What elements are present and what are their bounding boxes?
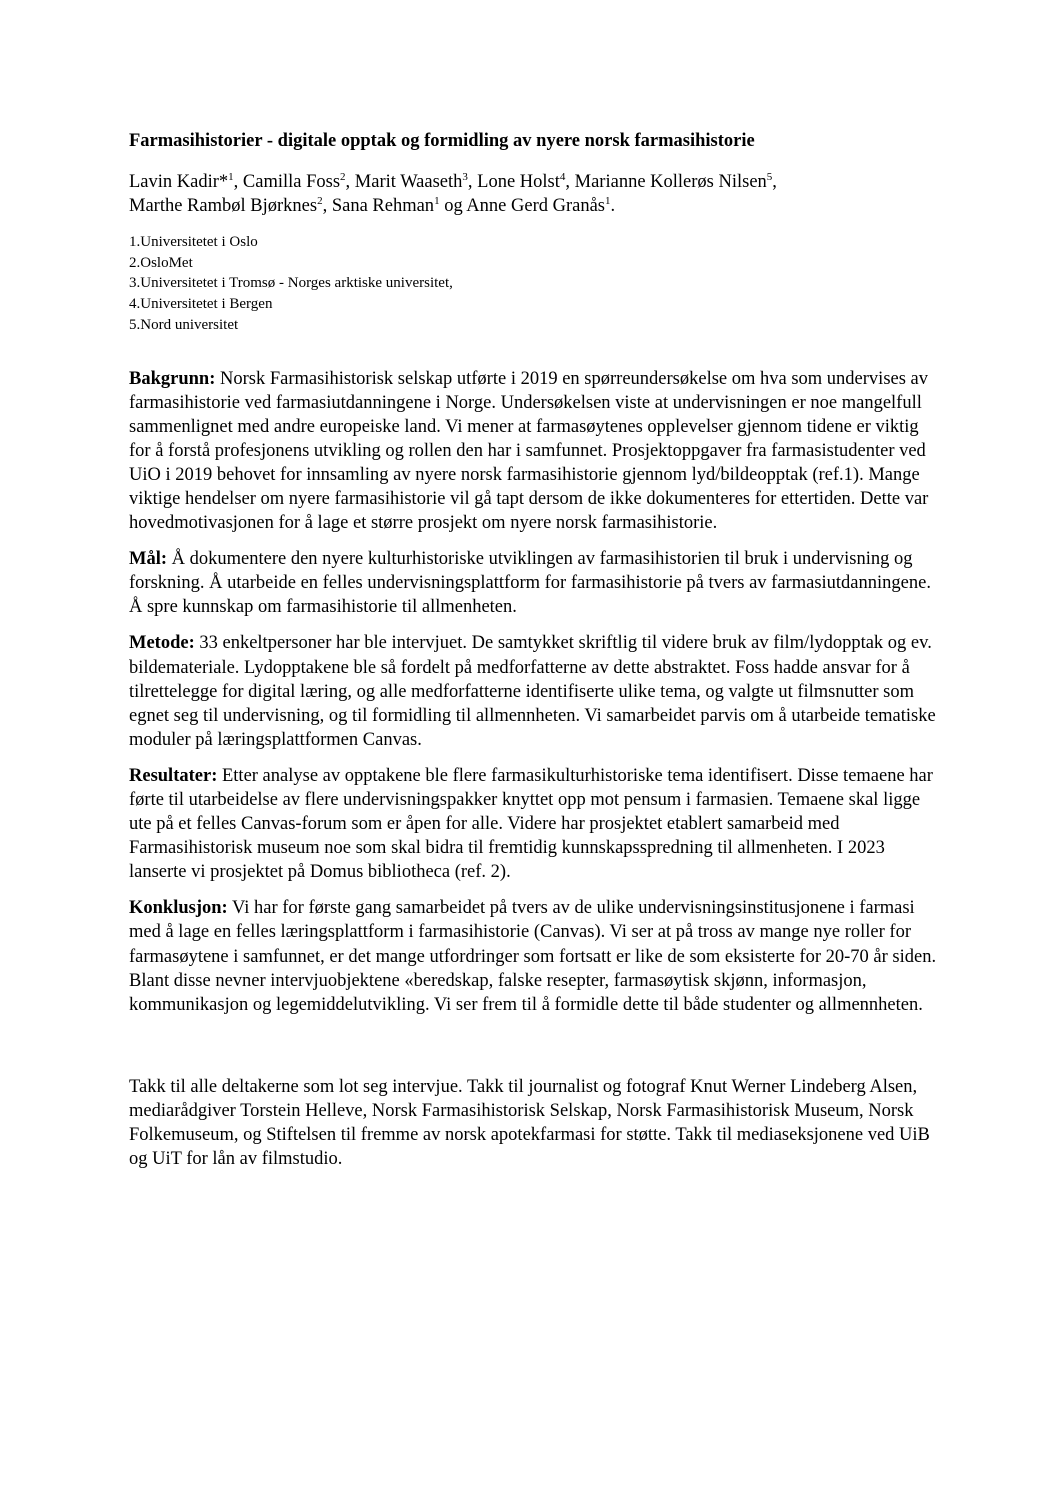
section-konklusjon xyxy=(129,896,939,1016)
author: Marit Waaseth$^3$, xyxy=(354,170,478,192)
author: Camilla Foss$^2$, xyxy=(242,170,355,192)
author: Anne Gerd Granås$^1$. xyxy=(466,194,616,216)
affiliation-item: 1.Universitetet i Oslo xyxy=(129,234,258,250)
section-text: 33 enkeltpersoner har ble intervjuet. De samtykket skriftlig til videre bruk av film/lydopptak og ev. bildemateriale. Lydopptakene ble så fordelt på medforfatterne av dette abstraktet. Foss hadde ansvar for å tilrettelegge for digital læring, og alle medforfatterne identifiserte ulike tema, og valgte ut filmsnutter som egnet seg til undervisning, og til formidling til allmennheten. Vi samarbeidet parvis om å utarbeide tematiske moduler på læringsplattformen Canvas. xyxy=(129,633,936,750)
paper-title: Farmasihistorier - digitale opptak og formidling av nyere norsk farmasihistorie xyxy=(129,131,755,151)
section-resultater xyxy=(129,764,939,884)
section-heading: Resultater: xyxy=(129,765,218,786)
acknowledgement: Takk til alle deltakerne som lot seg intervjue. Takk til journalist og fotograf Knut Werner Lindeberg Alsen, mediarådgiver Torstein Helleve, Norsk Farmasihistorisk Selskap, Norsk Farmasihistorisk Museum, Norsk Folkemuseum, og Stiftelsen til fremme av norsk apotekfarmasi for støtte. Takk til mediaseksjonene ved UiB og UiT for lån av filmstudio. xyxy=(129,1076,930,1170)
section-heading: Metode: xyxy=(129,633,195,654)
abstract-content xyxy=(129,128,939,1171)
author: Marthe Rambøl Bjørknes$^2$, xyxy=(129,194,332,216)
section-text: Vi har for første gang samarbeidet på tvers av de ulike undervisningsinstitusjonene i farmasi med å lage en felles læringsplattform i farmasihistorie (Canvas). Vi ser at på tross av mange nye roller for farmasøytene i samfunnet, er det mange utfordringer som fortsatt er like de som eksisterte for 20-70 år siden. Blant disse nevner intervjuobjektene «beredskap, falske resepter, farmasøytisk skjønn, informasjon, kommunikasjon og legemiddelutvikling. Vi ser frem til å formidle dette til både studenter og allmennheten. xyxy=(129,898,937,1015)
affiliation-list xyxy=(129,232,939,336)
author: Lavin Kadir*$^1$, xyxy=(129,170,243,192)
author: Marianne Kollerøs Nilsen$^5$, xyxy=(574,170,777,192)
author: Sana Rehman$^1$ og xyxy=(331,194,467,216)
author: Lone Holst$^4$, xyxy=(477,170,575,192)
section-metode xyxy=(129,631,939,751)
section-maal xyxy=(129,547,939,619)
affiliation-item: 3.Universitetet i Tromsø - Norges arktiske universitet, xyxy=(129,275,453,292)
section-text: Norsk Farmasihistorisk selskap utførte i 2019 en spørreundersøkelse om hva som undervises av farmasihistorie ved farmasiutdanningene i Norge. Undersøkelsen viste at undervisningen er noe mangelfull sammenlignet med andre europeiske land. Vi mener at farmasøytenes opplevelser gjennom tidene er viktig for å forstå profesjonens utvikling og rollen den har i samfunnet. Prosjektoppgaver fra farmasistudenter ved UiO i 2019 behovet for innsamling av nyere norsk farmasihistorie gjennom lyd/bildeopptak (ref.1). Mange viktige hendelser om nyere farmasihistorie vil gå tapt dersom de ikke dokumenteres for ettertiden. Dette var hovedmotivasjonen for å lage et større prosjekt om nyere norsk farmasihistorie. xyxy=(129,368,929,534)
section-heading: Konklusjon: xyxy=(129,898,228,919)
affiliation-item: 5.Nord universitet xyxy=(129,316,239,333)
section-heading: Bakgrunn: xyxy=(129,368,216,389)
section-heading: Mål: xyxy=(129,549,168,570)
affiliation-item: 2.OsloMet xyxy=(129,254,193,271)
author-list xyxy=(129,170,939,218)
section-text: Etter analyse av opptakene ble flere farmasikulturhistoriske tema identifisert. Disse temaene har førte til utarbeidelse av flere undervisningspakker knyttet opp mot pensum i farmasien. Temaene skal ligge ute på et felles Canvas-forum som er åpen for alle. Videre har prosjektet etablert samarbeid med Farmasihistorisk museum noe som skal bidra til fremtidig kunnskapsspredning til allmenheten. I 2023 lanserte vi prosjektet på Domus bibliotheca (ref. 2). xyxy=(129,765,933,883)
section-text: Å dokumentere den nyere kulturhistoriske utviklingen av farmasihistorien til bruk i undervisning og forskning. Å utarbeide en felles undervisningsplattform for farmasihistorie på tvers av farmasiutdanningene. Å spre kunnskap om farmasihistorie til allmenheten. xyxy=(129,549,931,618)
section-bakgrunn xyxy=(129,367,939,536)
affiliation-item: 4.Universitetet i Bergen xyxy=(129,296,273,313)
